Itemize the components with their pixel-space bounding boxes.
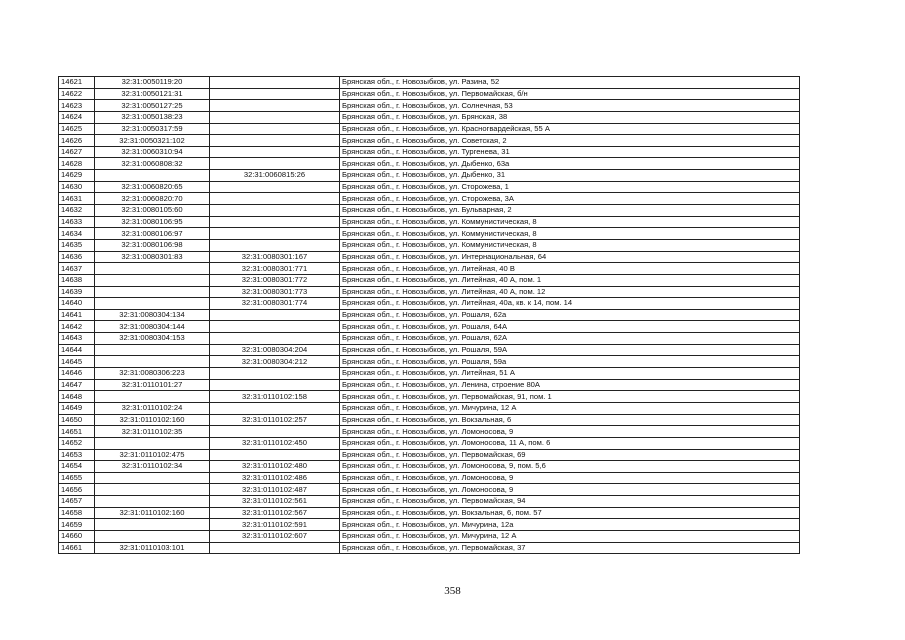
cell-address: Брянская обл., г. Новозыбков, ул. Сторожева, 3А <box>340 193 800 205</box>
cell-building-cadastral-number <box>210 333 340 345</box>
cell-address: Брянская обл., г. Новозыбков, ул. Сторожева, 1 <box>340 181 800 193</box>
cell-record-number: 14634 <box>59 228 95 240</box>
cell-building-cadastral-number <box>210 228 340 240</box>
table-row <box>59 123 800 135</box>
cell-building-cadastral-number: 32:31:0080304:204 <box>210 344 340 356</box>
table-row <box>59 530 800 542</box>
cell-land-cadastral-number <box>95 263 210 275</box>
cell-address: Брянская обл., г. Новозыбков, ул. Первомайская, 69 <box>340 449 800 461</box>
table-row <box>59 286 800 298</box>
cell-land-cadastral-number: 32:31:0080304:144 <box>95 321 210 333</box>
cell-building-cadastral-number: 32:31:0080301:772 <box>210 274 340 286</box>
cell-land-cadastral-number: 32:31:0080105:60 <box>95 205 210 217</box>
cell-building-cadastral-number: 32:31:0110102:487 <box>210 484 340 496</box>
cell-land-cadastral-number <box>95 286 210 298</box>
cell-land-cadastral-number: 32:31:0060820:65 <box>95 181 210 193</box>
cell-address: Брянская обл., г. Новозыбков, ул. Вокзальная, 6, пом. 57 <box>340 507 800 519</box>
cell-address: Брянская обл., г. Новозыбков, ул. Дыбенко, 31 <box>340 170 800 182</box>
cell-address: Брянская обл., г. Новозыбков, ул. Ломоносова, 9, пом. 5,6 <box>340 461 800 473</box>
cell-address: Брянская обл., г. Новозыбков, ул. Коммунистическая, 8 <box>340 239 800 251</box>
cell-record-number: 14637 <box>59 263 95 275</box>
cell-record-number: 14645 <box>59 356 95 368</box>
cell-record-number: 14653 <box>59 449 95 461</box>
cell-address: Брянская обл., г. Новозыбков, ул. Тургенева, 31 <box>340 146 800 158</box>
cell-record-number: 14641 <box>59 309 95 321</box>
cell-address: Брянская обл., г. Новозыбков, ул. Разина, 52 <box>340 77 800 89</box>
cell-building-cadastral-number: 32:31:0080301:771 <box>210 263 340 275</box>
cell-building-cadastral-number <box>210 379 340 391</box>
cell-building-cadastral-number: 32:31:0080304:212 <box>210 356 340 368</box>
cell-record-number: 14636 <box>59 251 95 263</box>
cell-building-cadastral-number: 32:31:0110102:480 <box>210 461 340 473</box>
cell-building-cadastral-number: 32:31:0110102:450 <box>210 437 340 449</box>
cell-record-number: 14628 <box>59 158 95 170</box>
cell-building-cadastral-number <box>210 88 340 100</box>
table-row <box>59 437 800 449</box>
cell-land-cadastral-number: 32:31:0110102:34 <box>95 461 210 473</box>
table-row <box>59 77 800 89</box>
cell-record-number: 14656 <box>59 484 95 496</box>
cell-building-cadastral-number <box>210 205 340 217</box>
cell-address: Брянская обл., г. Новозыбков, ул. Брянская, 38 <box>340 111 800 123</box>
table-row <box>59 263 800 275</box>
cell-building-cadastral-number: 32:31:0110102:486 <box>210 472 340 484</box>
table-row <box>59 344 800 356</box>
table-row <box>59 414 800 426</box>
cell-record-number: 14639 <box>59 286 95 298</box>
cell-land-cadastral-number <box>95 298 210 310</box>
cell-land-cadastral-number <box>95 170 210 182</box>
cell-address: Брянская обл., г. Новозыбков, ул. Коммунистическая, 8 <box>340 216 800 228</box>
cell-building-cadastral-number: 32:31:0060815:26 <box>210 170 340 182</box>
cell-land-cadastral-number <box>95 274 210 286</box>
cell-address: Брянская обл., г. Новозыбков, ул. Рошаля, 64А <box>340 321 800 333</box>
table-row <box>59 216 800 228</box>
cell-record-number: 14621 <box>59 77 95 89</box>
cell-address: Брянская обл., г. Новозыбков, ул. Рошаля, 59А <box>340 344 800 356</box>
table-row <box>59 333 800 345</box>
cell-address: Брянская обл., г. Новозыбков, ул. Мичурина, 12а <box>340 519 800 531</box>
cell-address: Брянская обл., г. Новозыбков, ул. Литейная, 40а, кв. к 14, пом. 14 <box>340 298 800 310</box>
cell-land-cadastral-number: 32:31:0060310:94 <box>95 146 210 158</box>
cell-building-cadastral-number: 32:31:0110102:591 <box>210 519 340 531</box>
cell-record-number: 14649 <box>59 402 95 414</box>
cell-record-number: 14644 <box>59 344 95 356</box>
cell-record-number: 14643 <box>59 333 95 345</box>
cell-building-cadastral-number <box>210 426 340 438</box>
cell-land-cadastral-number: 32:31:0050321:102 <box>95 135 210 147</box>
table-row <box>59 542 800 554</box>
cell-address: Брянская обл., г. Новозыбков, ул. Рошаля, 62а <box>340 309 800 321</box>
cell-building-cadastral-number: 32:31:0110102:567 <box>210 507 340 519</box>
cell-address: Брянская обл., г. Новозыбков, ул. Вокзальная, 6 <box>340 414 800 426</box>
cell-building-cadastral-number <box>210 402 340 414</box>
cell-address: Брянская обл., г. Новозыбков, ул. Литейная, 40 А, пом. 1 <box>340 274 800 286</box>
cell-land-cadastral-number: 32:31:0060808:32 <box>95 158 210 170</box>
cell-building-cadastral-number <box>210 123 340 135</box>
cell-land-cadastral-number: 32:31:0080106:97 <box>95 228 210 240</box>
cell-address: Брянская обл., г. Новозыбков, ул. Ломоносова, 9 <box>340 484 800 496</box>
cell-land-cadastral-number: 32:31:0110103:101 <box>95 542 210 554</box>
cell-building-cadastral-number <box>210 111 340 123</box>
cell-land-cadastral-number: 32:31:0050121:31 <box>95 88 210 100</box>
table-row <box>59 298 800 310</box>
cell-land-cadastral-number: 32:31:0080306:223 <box>95 368 210 380</box>
cell-building-cadastral-number <box>210 449 340 461</box>
cell-record-number: 14661 <box>59 542 95 554</box>
cell-record-number: 14638 <box>59 274 95 286</box>
cell-land-cadastral-number: 32:31:0050138:23 <box>95 111 210 123</box>
table-row <box>59 274 800 286</box>
cell-address: Брянская обл., г. Новозыбков, ул. Первомайская, 37 <box>340 542 800 554</box>
table-row <box>59 239 800 251</box>
cell-record-number: 14635 <box>59 239 95 251</box>
cell-land-cadastral-number <box>95 344 210 356</box>
cell-address: Брянская обл., г. Новозыбков, ул. Мичурина, 12 А <box>340 530 800 542</box>
cell-land-cadastral-number <box>95 484 210 496</box>
cell-address: Брянская обл., г. Новозыбков, ул. Красногвардейская, 55 А <box>340 123 800 135</box>
table-row <box>59 449 800 461</box>
table-row <box>59 205 800 217</box>
cell-address: Брянская обл., г. Новозыбков, ул. Коммунистическая, 8 <box>340 228 800 240</box>
cell-land-cadastral-number: 32:31:0110102:35 <box>95 426 210 438</box>
cell-record-number: 14623 <box>59 100 95 112</box>
cell-address: Брянская обл., г. Новозыбков, ул. Бульварная, 2 <box>340 205 800 217</box>
cell-land-cadastral-number: 32:31:0050119:20 <box>95 77 210 89</box>
cell-land-cadastral-number: 32:31:0080304:134 <box>95 309 210 321</box>
cell-building-cadastral-number: 32:31:0110102:257 <box>210 414 340 426</box>
cell-record-number: 14625 <box>59 123 95 135</box>
table-row <box>59 391 800 403</box>
cell-land-cadastral-number: 32:31:0080301:83 <box>95 251 210 263</box>
cell-land-cadastral-number <box>95 496 210 508</box>
cell-address: Брянская обл., г. Новозыбков, ул. Мичурина, 12 А <box>340 402 800 414</box>
cell-record-number: 14626 <box>59 135 95 147</box>
cell-building-cadastral-number <box>210 309 340 321</box>
cell-land-cadastral-number <box>95 530 210 542</box>
cell-land-cadastral-number: 32:31:0050127:25 <box>95 100 210 112</box>
cell-land-cadastral-number <box>95 472 210 484</box>
cell-record-number: 14627 <box>59 146 95 158</box>
table-row <box>59 472 800 484</box>
cell-building-cadastral-number <box>210 100 340 112</box>
cell-building-cadastral-number: 32:31:0080301:774 <box>210 298 340 310</box>
cell-address: Брянская обл., г. Новозыбков, ул. Ленина, строение 80А <box>340 379 800 391</box>
cell-address: Брянская обл., г. Новозыбков, ул. Ломоносова, 9 <box>340 472 800 484</box>
cell-building-cadastral-number <box>210 368 340 380</box>
table-row <box>59 228 800 240</box>
cell-building-cadastral-number <box>210 216 340 228</box>
table-row <box>59 158 800 170</box>
cell-building-cadastral-number: 32:31:0110102:607 <box>210 530 340 542</box>
table-row <box>59 251 800 263</box>
cell-record-number: 14654 <box>59 461 95 473</box>
cell-land-cadastral-number: 32:31:0080304:153 <box>95 333 210 345</box>
cell-land-cadastral-number: 32:31:0110101:27 <box>95 379 210 391</box>
cell-building-cadastral-number <box>210 181 340 193</box>
cell-building-cadastral-number <box>210 158 340 170</box>
table-row <box>59 402 800 414</box>
cell-land-cadastral-number <box>95 391 210 403</box>
cell-record-number: 14624 <box>59 111 95 123</box>
table-row <box>59 146 800 158</box>
cell-building-cadastral-number <box>210 321 340 333</box>
cell-record-number: 14658 <box>59 507 95 519</box>
cell-record-number: 14640 <box>59 298 95 310</box>
cell-record-number: 14631 <box>59 193 95 205</box>
table-row <box>59 309 800 321</box>
cell-record-number: 14630 <box>59 181 95 193</box>
cell-address: Брянская обл., г. Новозыбков, ул. Солнечная, 53 <box>340 100 800 112</box>
register-table-body <box>59 77 800 554</box>
table-row <box>59 426 800 438</box>
cell-record-number: 14632 <box>59 205 95 217</box>
page-number: 358 <box>444 585 461 597</box>
cell-land-cadastral-number: 32:31:0080106:98 <box>95 239 210 251</box>
property-register-table <box>58 76 800 554</box>
table-row <box>59 507 800 519</box>
cell-record-number: 14655 <box>59 472 95 484</box>
cell-record-number: 14642 <box>59 321 95 333</box>
cell-record-number: 14633 <box>59 216 95 228</box>
cell-record-number: 14657 <box>59 496 95 508</box>
cell-address: Брянская обл., г. Новозыбков, ул. Ломоносова, 9 <box>340 426 800 438</box>
cell-record-number: 14659 <box>59 519 95 531</box>
cell-record-number: 14622 <box>59 88 95 100</box>
table-row <box>59 379 800 391</box>
cell-address: Брянская обл., г. Новозыбков, ул. Ломоносова, 11 А, пом. 6 <box>340 437 800 449</box>
cell-address: Брянская обл., г. Новозыбков, ул. Первомайская, б/н <box>340 88 800 100</box>
cell-address: Брянская обл., г. Новозыбков, ул. Советская, 2 <box>340 135 800 147</box>
cell-record-number: 14660 <box>59 530 95 542</box>
cell-land-cadastral-number: 32:31:0110102:160 <box>95 507 210 519</box>
cell-address: Брянская обл., г. Новозыбков, ул. Дыбенко, 63а <box>340 158 800 170</box>
cell-record-number: 14650 <box>59 414 95 426</box>
cell-address: Брянская обл., г. Новозыбков, ул. Первомайская, 91, пом. 1 <box>340 391 800 403</box>
cell-building-cadastral-number <box>210 239 340 251</box>
cell-address: Брянская обл., г. Новозыбков, ул. Интернациональная, 64 <box>340 251 800 263</box>
table-row <box>59 461 800 473</box>
cell-land-cadastral-number <box>95 519 210 531</box>
cell-record-number: 14629 <box>59 170 95 182</box>
table-row <box>59 484 800 496</box>
table-row <box>59 100 800 112</box>
cell-land-cadastral-number <box>95 356 210 368</box>
table-row <box>59 111 800 123</box>
cell-building-cadastral-number <box>210 135 340 147</box>
cell-land-cadastral-number: 32:31:0110102:160 <box>95 414 210 426</box>
cell-building-cadastral-number: 32:31:0080301:167 <box>210 251 340 263</box>
table-row <box>59 181 800 193</box>
table-row <box>59 496 800 508</box>
cell-building-cadastral-number <box>210 542 340 554</box>
cell-building-cadastral-number <box>210 146 340 158</box>
table-row <box>59 321 800 333</box>
cell-land-cadastral-number <box>95 437 210 449</box>
table-row <box>59 193 800 205</box>
cell-record-number: 14652 <box>59 437 95 449</box>
table-row <box>59 135 800 147</box>
cell-address: Брянская обл., г. Новозыбков, ул. Первомайская, 94 <box>340 496 800 508</box>
cell-building-cadastral-number: 32:31:0110102:561 <box>210 496 340 508</box>
cell-land-cadastral-number: 32:31:0080106:95 <box>95 216 210 228</box>
cell-address: Брянская обл., г. Новозыбков, ул. Литейная, 40 А, пом. 12 <box>340 286 800 298</box>
cell-building-cadastral-number <box>210 193 340 205</box>
cell-address: Брянская обл., г. Новозыбков, ул. Рошаля, 62А <box>340 333 800 345</box>
table-row <box>59 88 800 100</box>
cell-land-cadastral-number: 32:31:0060820:70 <box>95 193 210 205</box>
cell-record-number: 14647 <box>59 379 95 391</box>
cell-record-number: 14646 <box>59 368 95 380</box>
cell-building-cadastral-number <box>210 77 340 89</box>
cell-building-cadastral-number: 32:31:0080301:773 <box>210 286 340 298</box>
cell-address: Брянская обл., г. Новозыбков, ул. Литейная, 40 В <box>340 263 800 275</box>
table-row <box>59 170 800 182</box>
cell-land-cadastral-number: 32:31:0050317:59 <box>95 123 210 135</box>
table-row <box>59 356 800 368</box>
cell-record-number: 14651 <box>59 426 95 438</box>
cell-address: Брянская обл., г. Новозыбков, ул. Рошаля, 59а <box>340 356 800 368</box>
cell-record-number: 14648 <box>59 391 95 403</box>
table-row <box>59 519 800 531</box>
cell-building-cadastral-number: 32:31:0110102:158 <box>210 391 340 403</box>
cell-land-cadastral-number: 32:31:0110102:475 <box>95 449 210 461</box>
table-row <box>59 368 800 380</box>
cell-land-cadastral-number: 32:31:0110102:24 <box>95 402 210 414</box>
cell-address: Брянская обл., г. Новозыбков, ул. Литейная, 51 А <box>340 368 800 380</box>
